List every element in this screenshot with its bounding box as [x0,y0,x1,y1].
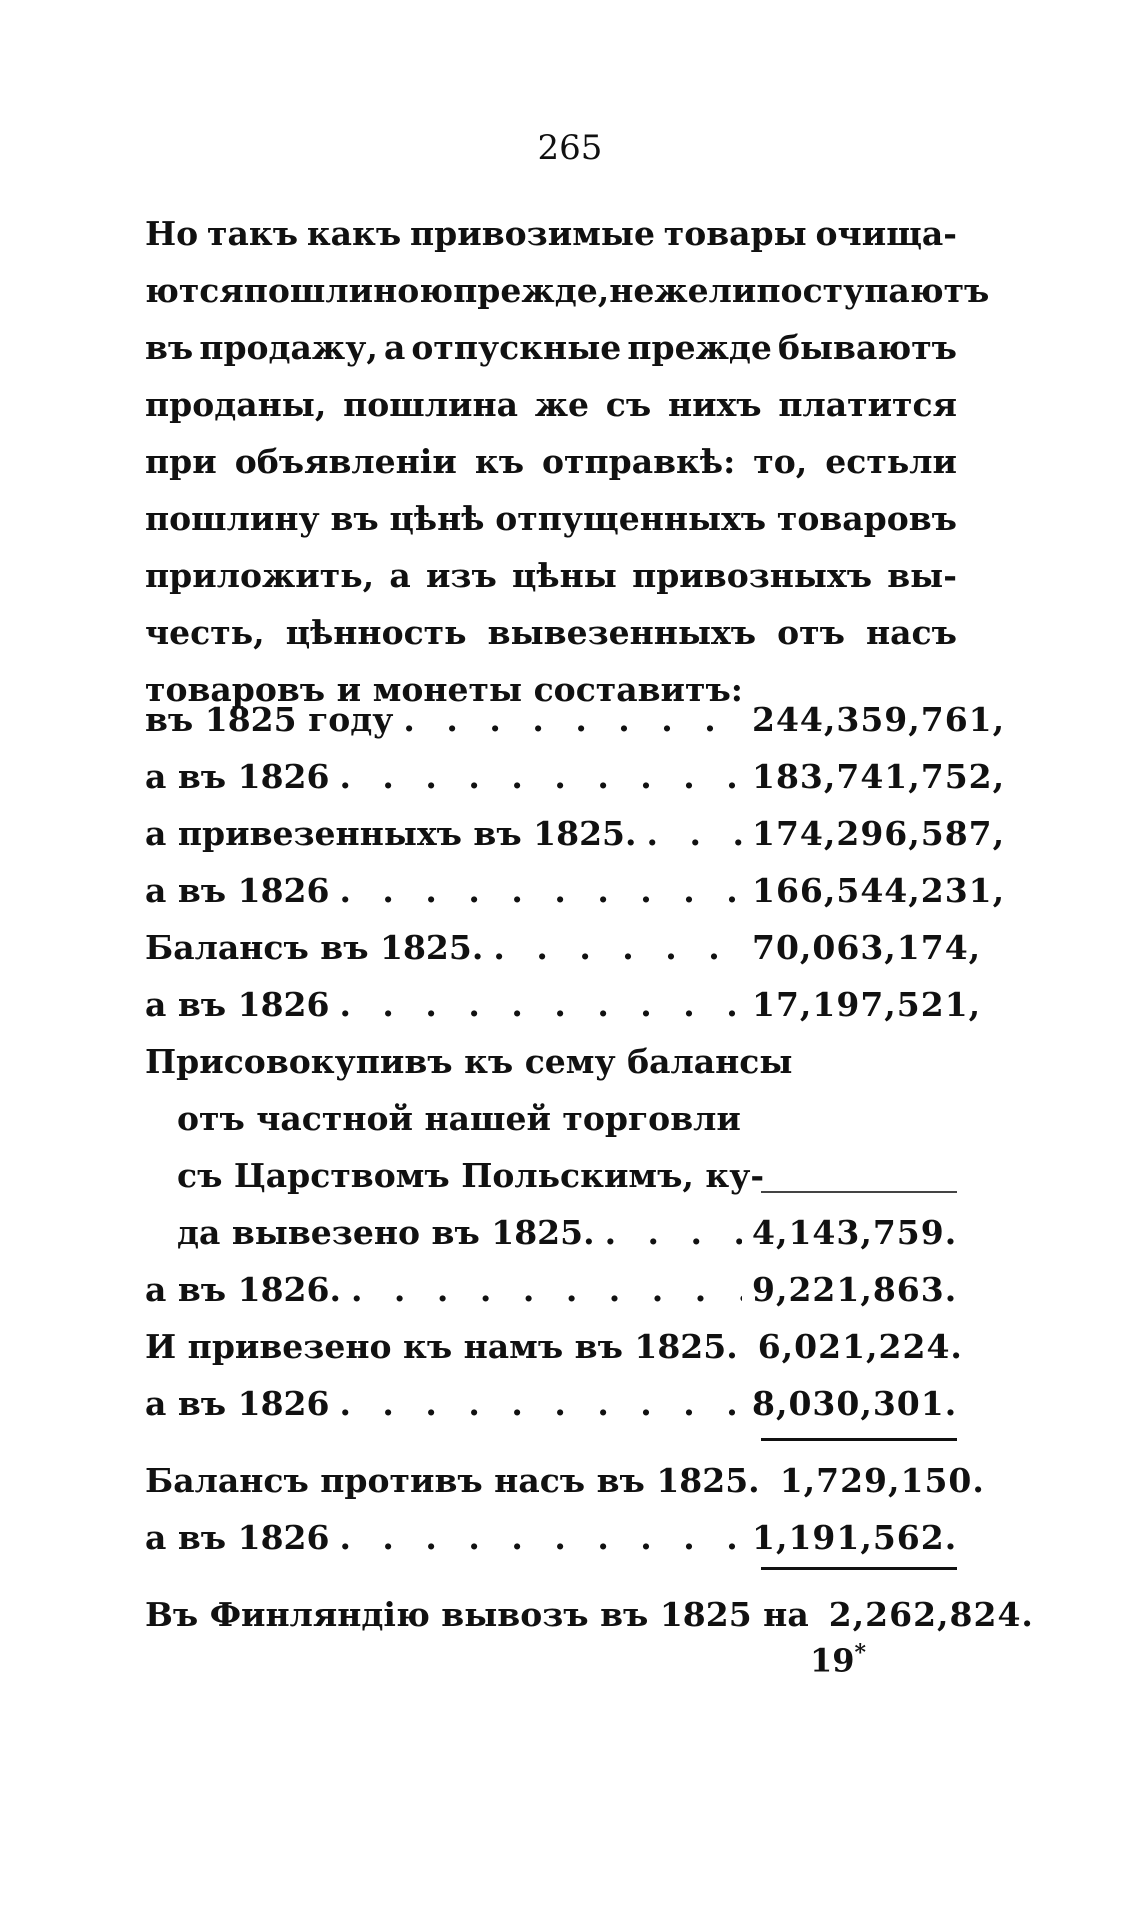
paragraph-line: Но такъ какъ привозимые товары очища- [145,214,957,253]
ledger-amount: 183,741,752, [752,757,1006,796]
ledger-amount: 166,544,231, [752,871,1006,910]
ledger-row [145,1318,963,1375]
ledger-amount: 17,197,521, [752,985,982,1024]
paragraph-line: при объявленіи къ отправкѣ: то, естьли [145,442,957,481]
ledger-label: Присовокупивъ къ сему балансы [145,1042,793,1081]
ledger-label: а въ 1826. [145,1270,341,1309]
ledger-row [145,1586,1034,1643]
dot-leader [339,976,742,1033]
sum-rule [761,1438,957,1441]
paragraph-line: честь, цѣнность вывезенныхъ отъ насъ [145,613,957,652]
ledger-row [145,1147,957,1204]
ledger-amount: 244,359,761, [752,700,1006,739]
ledger-row [145,976,982,1033]
ledger-row [145,862,1006,919]
page-number: 265 [537,128,603,168]
paragraph-line: приложить, а изъ цѣны привозныхъ вы- [145,556,957,595]
ledger-row [145,805,1006,862]
paragraph-line: въ продажу, а отпускные прежде бываютъ [145,328,957,367]
paragraph-line: товаровъ и монеты составитъ: [145,670,743,709]
dot-leader [647,805,743,862]
ledger-row [145,1375,957,1432]
ledger-amount: 8,030,301. [752,1384,958,1423]
paragraph-line: проданы, пошлина же съ нихъ платится [145,385,957,424]
ledger-row [145,748,1006,805]
ledger-amount: 1,191,562. [752,1518,958,1557]
dot-leader [493,919,742,976]
paragraph-line: пошлину въ цѣнѣ отпущенныхъ товаровъ [145,499,957,538]
ledger-label: Балансъ въ 1825. [145,928,484,967]
ledger-label: а въ 1826 [145,1518,330,1557]
ledger-row [145,691,1006,748]
ledger-amount: 9,221,863. [752,1270,958,1309]
ledger-row [145,1033,957,1090]
dot-leader [339,862,742,919]
ledger-row [145,1090,957,1147]
ledger-label: да вывезено въ 1825. [177,1213,595,1252]
ledger-row [145,919,982,976]
ledger-label: отъ частной нашей торговли [177,1099,741,1138]
trade-ledger [145,691,1034,1643]
signature-mark: 19* [810,1640,867,1680]
ledger-label: Въ Финляндію вывозъ въ 1825 на [145,1595,809,1634]
sum-rule [761,1191,957,1193]
dot-leader [403,691,742,748]
ledger-amount: 174,296,587, [752,814,1006,853]
dot-leader [351,1261,742,1318]
ledger-amount: 6,021,224. [757,1327,963,1366]
ledger-label: а въ 1826 [145,985,330,1024]
ledger-label: а въ 1826 [145,1384,330,1423]
ledger-label: Балансъ противъ насъ въ 1825. [145,1461,760,1500]
ledger-label: И привезено къ намъ въ 1825. [145,1327,738,1366]
ledger-row [145,1509,957,1566]
ledger-label: а привезенныхъ въ 1825. [145,814,637,853]
body-paragraph [145,205,990,718]
ledger-amount: 70,063,174, [752,928,982,967]
dot-leader [605,1204,742,1261]
ledger-label: а въ 1826 [145,871,330,910]
ledger-amount: 2,262,824. [828,1595,1034,1634]
ledger-row [145,1204,957,1261]
ledger-amount: 1,729,150. [779,1461,985,1500]
ledger-label: съ Царствомъ Польскимъ, ку- [177,1156,765,1195]
dot-leader [339,1375,742,1432]
paragraph-line: ются пошлиною прежде, нежели поступаютъ [145,271,990,310]
ledger-label: въ 1825 году [145,700,394,739]
ledger-row [145,1261,957,1318]
ledger-amount: 4,143,759. [752,1213,958,1252]
dot-leader [339,1509,742,1566]
dot-leader [339,748,742,805]
ledger-label: а въ 1826 [145,757,330,796]
ledger-row [145,1452,985,1509]
sum-rule [761,1567,957,1570]
